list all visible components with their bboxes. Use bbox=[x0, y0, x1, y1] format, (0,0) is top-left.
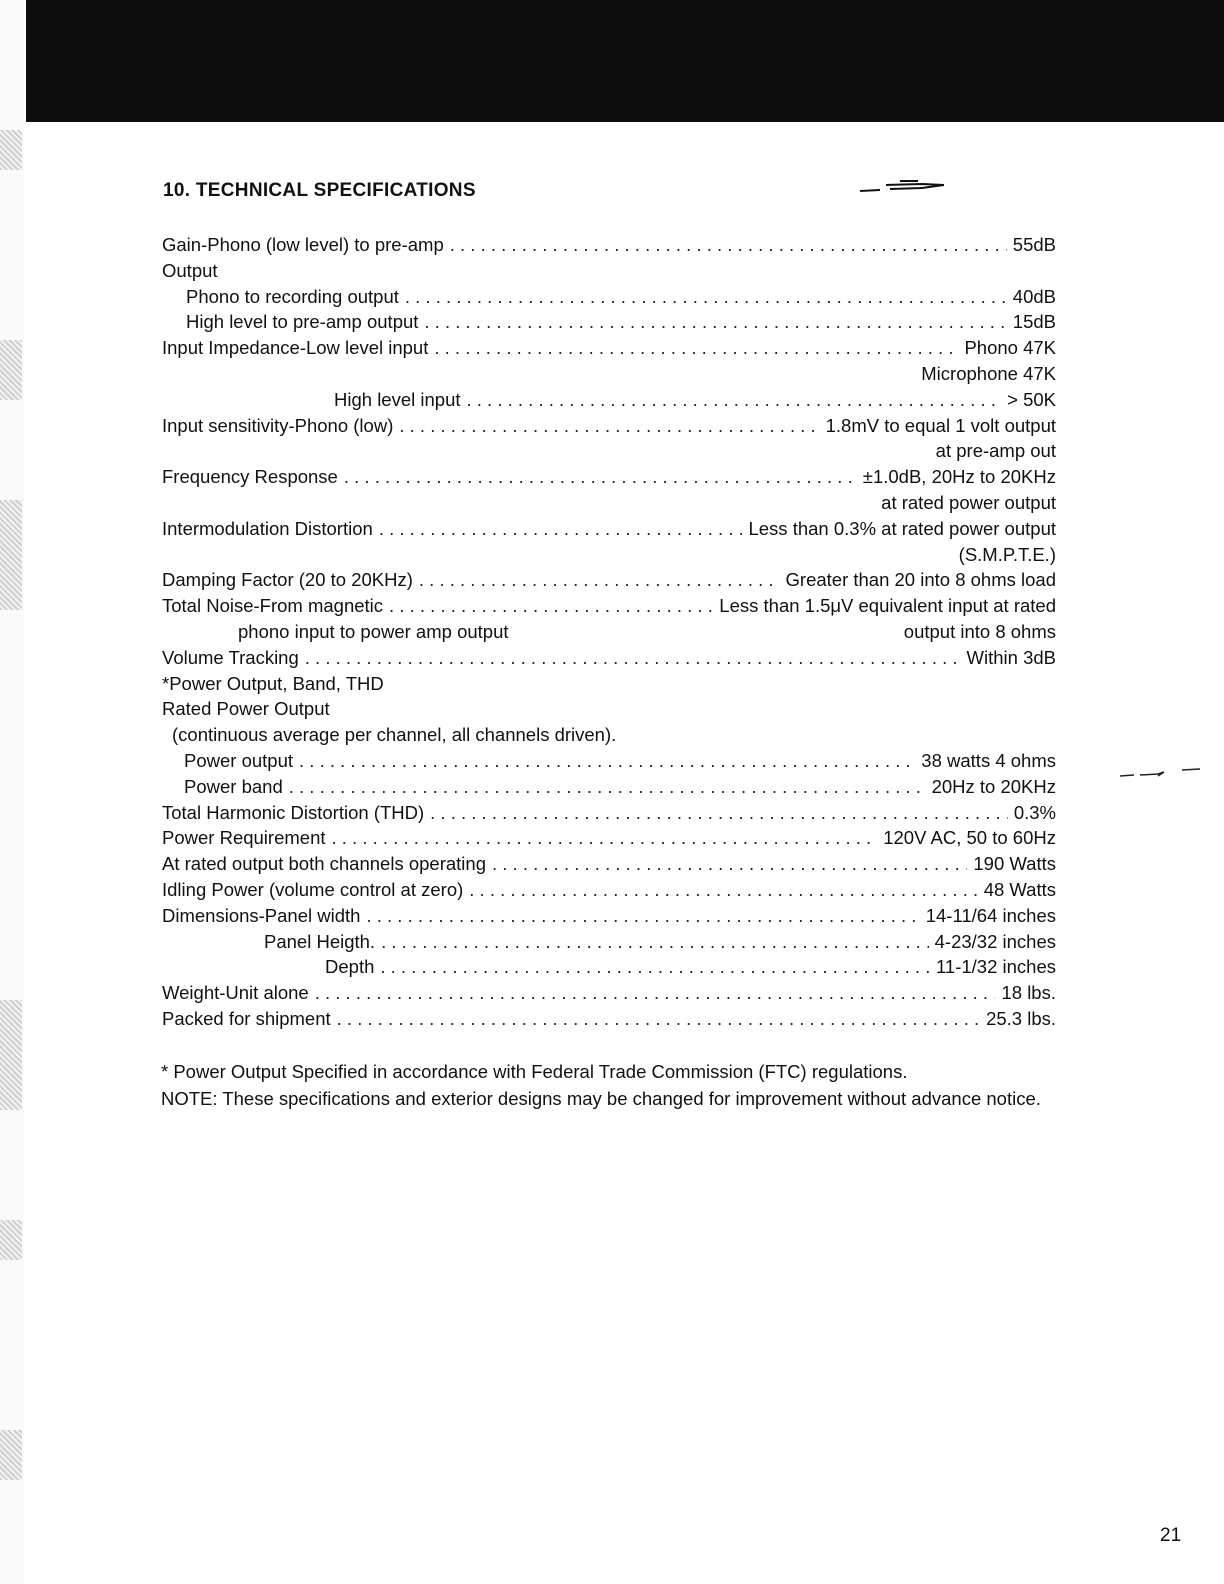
spec-label: Dimensions-Panel width bbox=[162, 904, 361, 926]
spec-row bbox=[162, 800, 1056, 826]
leader-dots bbox=[344, 464, 857, 490]
ftc-footnote: * Power Output Specified in accordance with Federal Trade Commission (FTC) regulations. bbox=[161, 1061, 908, 1082]
spec-value: Less than 1.5μV equivalent input at rated bbox=[719, 595, 1056, 617]
spec-label: Rated Power Output bbox=[162, 698, 330, 720]
spec-label: Output bbox=[162, 259, 218, 281]
spec-value: 4-23/32 inches bbox=[934, 930, 1056, 952]
spec-value: 40dB bbox=[1012, 285, 1056, 307]
leader-dots bbox=[305, 645, 961, 671]
spec-row bbox=[162, 542, 1056, 568]
spec-row bbox=[162, 877, 1056, 903]
spec-row bbox=[162, 284, 1056, 310]
footnotes bbox=[161, 1058, 1055, 1112]
binding-hole-mark bbox=[0, 1220, 22, 1260]
spec-row bbox=[162, 980, 1056, 1006]
spec-row bbox=[162, 722, 1056, 748]
spec-label: phono input to power amp output bbox=[238, 620, 509, 642]
spec-row bbox=[162, 490, 1056, 516]
leader-dots bbox=[430, 800, 1008, 826]
spec-value: output into 8 ohms bbox=[903, 620, 1056, 642]
leader-dots bbox=[332, 825, 878, 851]
spec-label: Total Noise-From magnetic bbox=[162, 595, 384, 617]
spec-row bbox=[162, 593, 1056, 619]
spec-row bbox=[162, 929, 1056, 955]
binding-hole-mark bbox=[0, 340, 22, 400]
spec-row bbox=[162, 748, 1056, 774]
spec-value: at rated power output bbox=[881, 491, 1056, 513]
binding-hole-mark bbox=[0, 130, 22, 170]
spec-row bbox=[162, 619, 1056, 645]
spec-label: Input Impedance-Low level input bbox=[162, 337, 429, 359]
spec-value: Less than 0.3% at rated power output bbox=[748, 517, 1056, 539]
spec-value: Within 3dB bbox=[966, 646, 1056, 668]
spec-row bbox=[162, 361, 1056, 387]
page-number: 21 bbox=[1160, 1525, 1182, 1546]
spec-value: Greater than 20 into 8 ohms load bbox=[785, 569, 1056, 591]
spec-label: Panel Heigth. bbox=[264, 930, 376, 952]
spec-label: (continuous average per channel, all channels driven). bbox=[172, 724, 617, 746]
spec-row bbox=[162, 387, 1056, 413]
spec-label: Phono to recording output bbox=[186, 285, 399, 307]
leader-dots bbox=[299, 748, 915, 774]
binding-hole-mark bbox=[0, 1430, 22, 1480]
spec-row bbox=[162, 825, 1056, 851]
spec-label: Power Requirement bbox=[162, 827, 326, 849]
spec-value: 15dB bbox=[1012, 311, 1056, 333]
spec-value: at pre-amp out bbox=[935, 440, 1056, 462]
spec-row bbox=[162, 671, 1056, 697]
spec-value: 0.3% bbox=[1013, 801, 1056, 823]
spec-label: Volume Tracking bbox=[162, 646, 299, 668]
leader-dots bbox=[315, 980, 996, 1006]
spec-label: Total Harmonic Distortion (THD) bbox=[162, 801, 425, 823]
spec-label: Power band bbox=[184, 775, 283, 797]
leader-dots bbox=[389, 593, 713, 619]
leader-dots bbox=[366, 903, 919, 929]
spec-value: 14-11/64 inches bbox=[925, 904, 1056, 926]
spec-row bbox=[162, 567, 1056, 593]
spec-label: Idling Power (volume control at zero) bbox=[162, 878, 464, 900]
spec-label: Gain-Phono (low level) to pre-amp bbox=[162, 234, 444, 255]
leader-dots bbox=[424, 309, 1006, 335]
spec-value: 190 Watts bbox=[973, 853, 1056, 875]
spec-value: (S.M.P.T.E.) bbox=[958, 543, 1056, 565]
spec-list bbox=[162, 232, 1056, 1032]
leader-dots bbox=[381, 929, 929, 955]
leader-dots bbox=[492, 851, 967, 877]
change-notice: NOTE: These specifications and exterior designs may be changed for improvement without advance notice. bbox=[161, 1088, 1041, 1109]
spec-value: 18 lbs. bbox=[1001, 982, 1056, 1004]
spec-label: Intermodulation Distortion bbox=[162, 517, 373, 539]
binding-hole-mark bbox=[0, 500, 22, 610]
spec-value: 38 watts 4 ohms bbox=[921, 749, 1056, 771]
spec-value: 20Hz to 20KHz bbox=[931, 775, 1056, 797]
spec-value: > 50K bbox=[1007, 388, 1056, 410]
spec-label: At rated output both channels operating bbox=[162, 853, 486, 875]
spec-row bbox=[162, 309, 1056, 335]
spec-row bbox=[162, 464, 1056, 490]
leader-dots bbox=[379, 516, 743, 542]
spec-label: *Power Output, Band, THD bbox=[162, 672, 384, 694]
scanned-page-edge bbox=[0, 0, 24, 1584]
spec-row bbox=[162, 516, 1056, 542]
binding-hole-mark bbox=[0, 1000, 22, 1110]
spec-row bbox=[162, 438, 1056, 464]
spec-row bbox=[162, 1006, 1056, 1032]
spec-value: Phono 47K bbox=[964, 337, 1056, 359]
leader-dots bbox=[405, 284, 1007, 310]
leader-dots bbox=[419, 567, 780, 593]
leader-dots bbox=[467, 387, 1002, 413]
leader-dots bbox=[399, 413, 819, 439]
spec-value: 11-1/32 inches bbox=[936, 956, 1056, 978]
spec-row bbox=[162, 232, 1056, 258]
spec-value: 48 Watts bbox=[983, 878, 1056, 900]
leader-dots bbox=[469, 877, 977, 903]
spec-row bbox=[162, 851, 1056, 877]
spec-row bbox=[162, 335, 1056, 361]
spec-label: High level to pre-amp output bbox=[186, 311, 419, 333]
spec-value: 55dB bbox=[1012, 234, 1056, 255]
spec-value: 1.8mV to equal 1 volt output bbox=[825, 414, 1056, 436]
spec-label: Weight-Unit alone bbox=[162, 982, 309, 1004]
leader-dots bbox=[380, 954, 930, 980]
spec-row bbox=[162, 258, 1056, 284]
spec-label: Power output bbox=[184, 749, 294, 771]
spec-label: Frequency Response bbox=[162, 466, 338, 488]
spec-value: ±1.0dB, 20Hz to 20KHz bbox=[862, 466, 1056, 488]
leader-dots bbox=[337, 1006, 980, 1032]
black-header-band bbox=[26, 0, 1224, 122]
spec-row bbox=[162, 954, 1056, 980]
spec-row bbox=[162, 774, 1056, 800]
page-title: 10. TECHNICAL SPECIFICATIONS bbox=[163, 180, 476, 201]
leader-dots bbox=[450, 232, 1007, 258]
spec-label: Input sensitivity-Phono (low) bbox=[162, 414, 394, 436]
spec-label: High level input bbox=[334, 388, 461, 410]
spec-row bbox=[162, 645, 1056, 671]
leader-dots bbox=[289, 774, 926, 800]
spec-row bbox=[162, 413, 1056, 439]
spec-label: Damping Factor (20 to 20KHz) bbox=[162, 569, 413, 591]
spec-label: Packed for shipment bbox=[162, 1007, 331, 1029]
spec-row bbox=[162, 696, 1056, 722]
spec-label: Depth bbox=[325, 956, 375, 978]
spec-value: Microphone 47K bbox=[921, 362, 1056, 384]
leader-dots bbox=[434, 335, 958, 361]
spec-row bbox=[162, 903, 1056, 929]
spec-value: 120V AC, 50 to 60Hz bbox=[883, 827, 1056, 849]
arrow-icon bbox=[860, 176, 944, 194]
spec-value: 25.3 lbs. bbox=[986, 1007, 1056, 1029]
arrow-icon bbox=[1120, 764, 1202, 780]
